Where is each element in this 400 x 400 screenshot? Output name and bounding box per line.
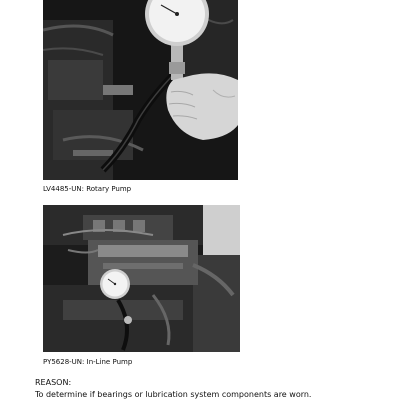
figure-caption-in-line-pump: PY5628-UN: In-Line Pump	[43, 358, 133, 366]
figure-caption-rotary-pump: LV4485-UN: Rotary Pump	[43, 185, 132, 193]
reason-heading: REASON:	[35, 378, 72, 387]
in-line-pump-photo	[43, 205, 240, 352]
rotary-pump-photo	[43, 0, 238, 180]
reason-text: To determine if bearings or lubrication system components are worn.	[35, 390, 312, 399]
